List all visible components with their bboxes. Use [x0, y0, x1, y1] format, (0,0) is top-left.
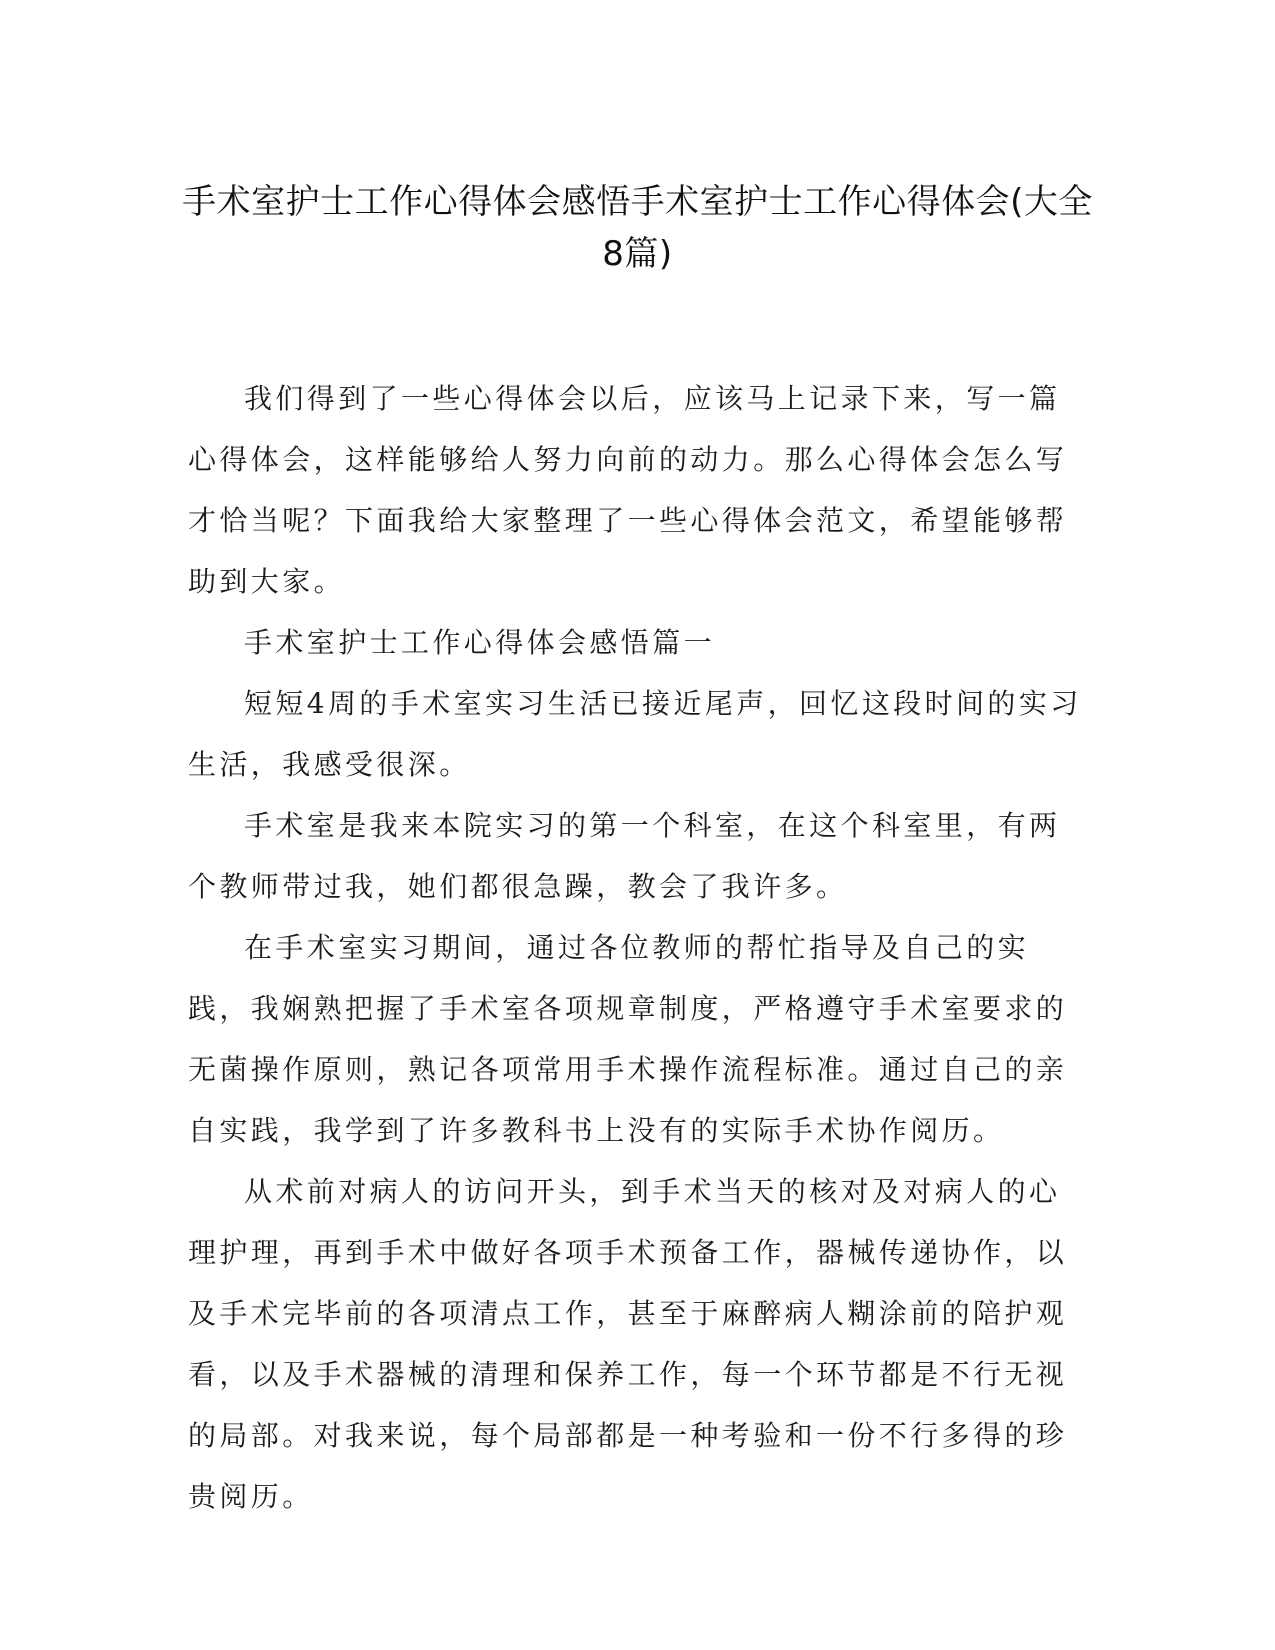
- document-title: 手术室护士工作心得体会感悟手术室护士工作心得体会(大全8篇): [182, 182, 1093, 274]
- document-body: [188, 368, 1083, 1527]
- section-heading: 手术室护士工作心得体会感悟篇一: [244, 626, 716, 659]
- body-paragraph: 在手术室实习期间，通过各位教师的帮忙指导及自己的实践，我娴熟把握了手术室各项规章制度，严格遵守手术室要求的无菌操作原则，熟记各项常用手术操作流程标准。通过自己的亲自实践，我学到了许多教科书上没有的实际手术协作阅历。: [188, 931, 1068, 1147]
- body-paragraph: 手术室是我来本院实习的第一个科室，在这个科室里，有两个教师带过我，她们都很急躁，教会了我许多。: [188, 809, 1061, 903]
- intro-paragraph: 我们得到了一些心得体会以后，应该马上记录下来，写一篇心得体会，这样能够给人努力向前的动力。那么心得体会怎么写才恰当呢？下面我给大家整理了一些心得体会范文，希望能够帮助到大家。: [188, 382, 1068, 598]
- body-paragraph: 短短4周的手术室实习生活已接近尾声，回忆这段时间的实习生活，我感受很深。: [188, 687, 1082, 781]
- body-paragraph: 从术前对病人的访问开头，到手术当天的核对及对病人的心理护理，再到手术中做好各项手术预备工作，器械传递协作，以及手术完毕前的各项清点工作，甚至于麻醉病人糊涂前的陪护观看，以及手术器械的清理和保养工作，每一个环节都是不行无视的局部。对我来说，每个局部都是一种考验和一份不行多得的珍贵阅历。: [188, 1175, 1068, 1513]
